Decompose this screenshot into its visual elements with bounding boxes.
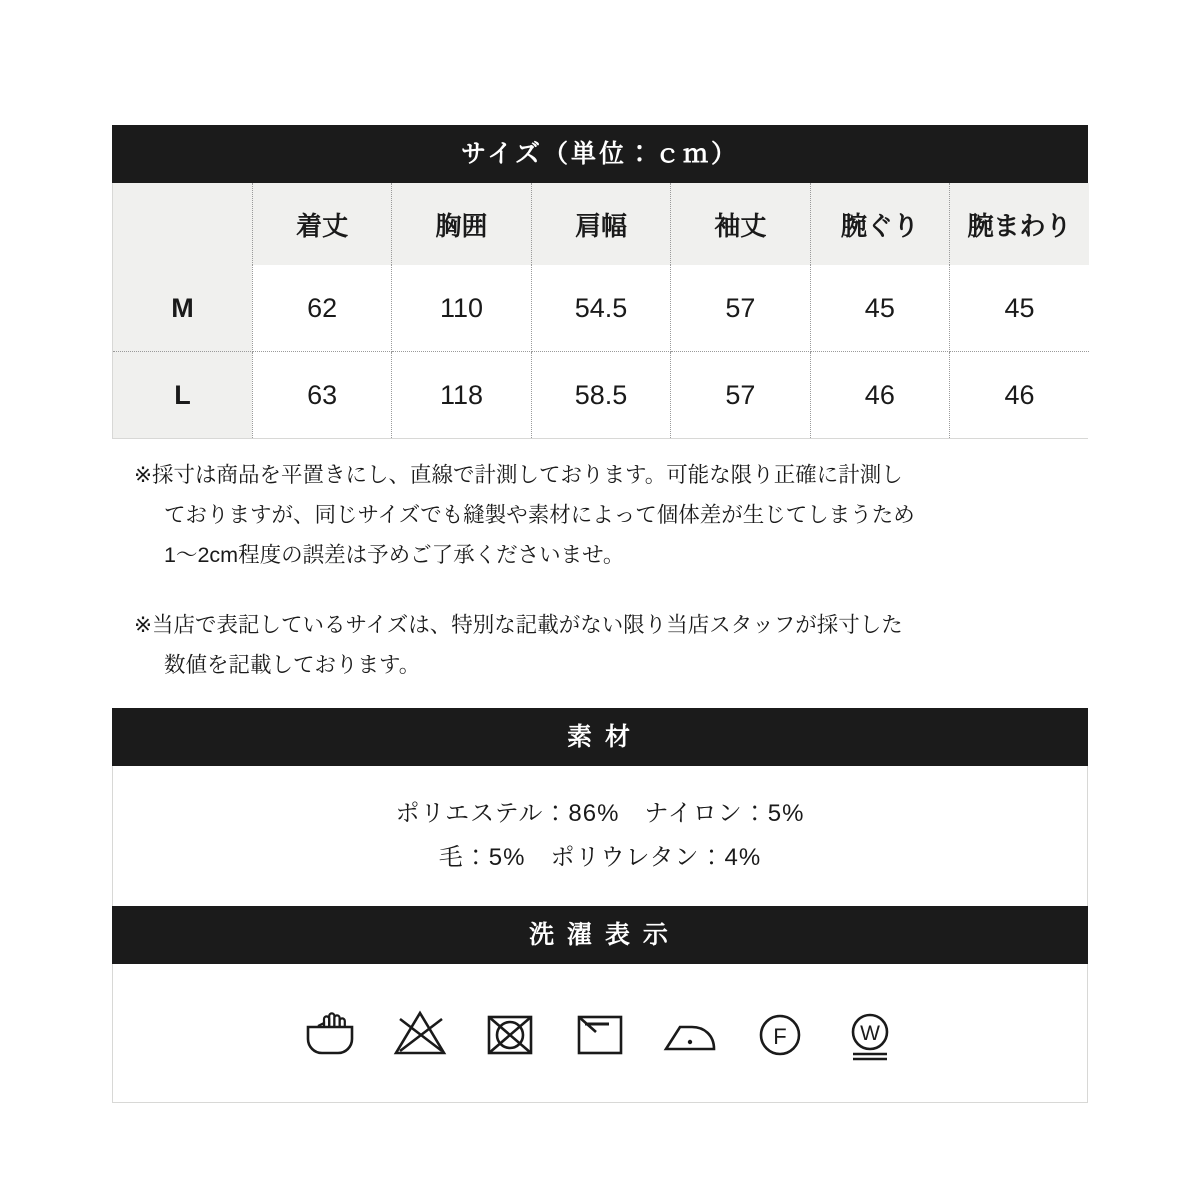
cell-m-1: 110: [392, 265, 531, 352]
wash-section: [112, 906, 1088, 1103]
note-store-sizing-line-1: ※当店で表記しているサイズは、特別な記載がない限り当店スタッフが採寸した: [134, 613, 903, 637]
column-header-0: 着丈: [252, 183, 391, 265]
cell-m-4: 45: [810, 265, 949, 352]
wash-section-title: 洗 濯 表 示: [112, 906, 1088, 964]
cell-m-5: 45: [950, 265, 1089, 352]
column-header-3: 袖丈: [671, 183, 810, 265]
cell-l-1: 118: [392, 352, 531, 439]
material-section: [112, 708, 1088, 911]
size-section-title: サイズ（単位：ｃｍ）: [112, 125, 1088, 183]
column-header-4: 腕ぐり: [810, 183, 949, 265]
line-dry-shade-icon: [568, 1001, 632, 1065]
cell-m-3: 57: [671, 265, 810, 352]
no-bleach-icon: [388, 1001, 452, 1065]
note-measurement-line-1: ※採寸は商品を平置きにし、直線で計測しております。可能な限り正確に計測し: [134, 463, 903, 487]
svg-text:F: F: [773, 1024, 787, 1049]
note-measurement: [134, 455, 1074, 575]
notes-section: [134, 455, 1074, 715]
size-table-container: [112, 183, 1088, 439]
note-store-sizing-line-2: 数値を記載しております。: [164, 653, 421, 677]
cell-m-2: 54.5: [531, 265, 670, 352]
note-measurement-line-2: ておりますが、同じサイズでも縫製や素材によって個体差が生じてしまうため: [164, 503, 915, 527]
material-line-1: ポリエステル：86% ナイロン：5%: [395, 800, 805, 827]
size-table: [113, 183, 1089, 438]
cell-l-0: 63: [252, 352, 391, 439]
cell-m-0: 62: [252, 265, 391, 352]
note-store-sizing: [134, 605, 1074, 685]
cell-l-4: 46: [810, 352, 949, 439]
material-line-2: 毛：5% ポリウレタン：4%: [438, 844, 762, 871]
dryclean-f-icon: [748, 1001, 812, 1065]
material-section-title: 素 材: [112, 708, 1088, 766]
size-section: [112, 125, 1088, 439]
hand-wash-icon: [298, 1001, 362, 1065]
product-spec-page: [112, 0, 1088, 1200]
size-table-header-row: [113, 183, 1089, 265]
wash-icon-row: [112, 964, 1088, 1103]
column-header-2: 肩幅: [531, 183, 670, 265]
cell-l-5: 46: [950, 352, 1089, 439]
cell-l-3: 57: [671, 352, 810, 439]
note-measurement-line-3: 1〜2cm程度の誤差は予めご了承くださいませ。: [164, 543, 625, 567]
material-body: [112, 766, 1088, 911]
column-header-1: 胸囲: [392, 183, 531, 265]
cell-l-2: 58.5: [531, 352, 670, 439]
size-table-corner-cell: [113, 183, 252, 265]
row-label-l: L: [113, 352, 252, 439]
svg-text:W: W: [860, 1022, 880, 1045]
iron-low-icon: [658, 1001, 722, 1065]
no-tumble-dry-icon: [478, 1001, 542, 1065]
table-row: [113, 265, 1089, 352]
wetclean-w-icon: [838, 1001, 902, 1065]
table-row: [113, 352, 1089, 439]
row-label-m: M: [113, 265, 252, 352]
column-header-5: 腕まわり: [950, 183, 1089, 265]
